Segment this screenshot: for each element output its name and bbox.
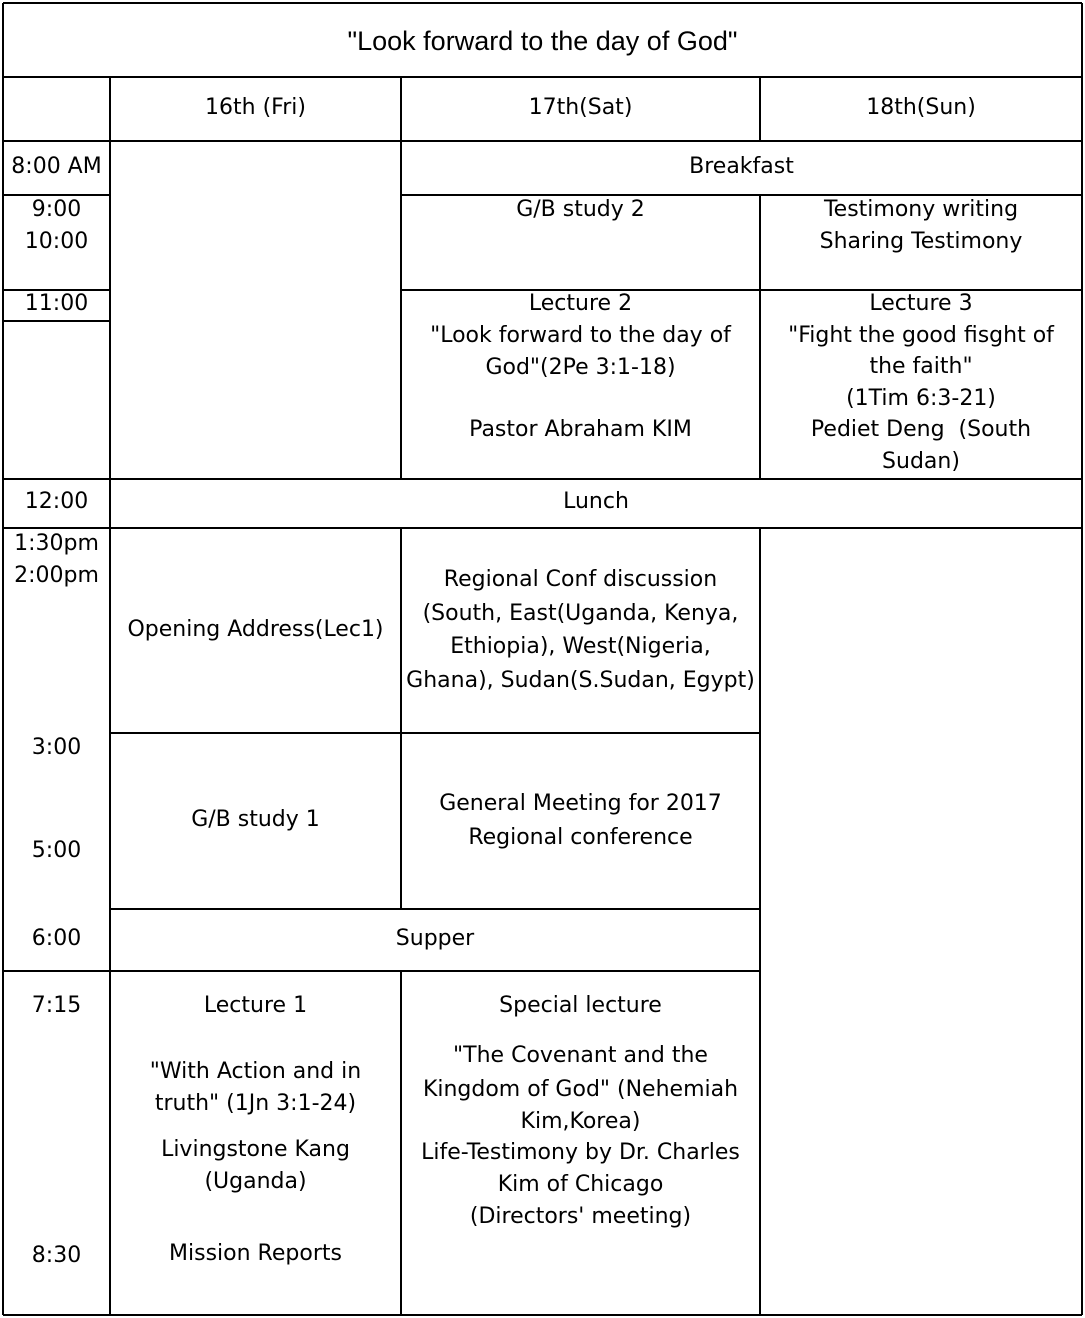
event-lecture-3 (760, 288, 1082, 477)
time-9: 9:00 (31, 197, 82, 222)
event-lecture-2 (401, 288, 760, 446)
event-testimony (760, 194, 1082, 258)
event-gb-study-1: G/B study 1 (191, 807, 320, 832)
lecture3-line: Pediet Deng (South (810, 417, 1032, 442)
lecture3-line: Lecture 3 (869, 291, 973, 316)
testimony-line: Sharing Testimony (819, 229, 1023, 254)
regional-line: Ghana), Sudan(S.Sudan, Egypt) (406, 667, 755, 693)
lecture3-line: "Fight the good fisght of (788, 322, 1054, 348)
lecture2-line: Pastor Abraham KIM (469, 417, 692, 442)
time-6: 6:00 (31, 926, 82, 951)
lecture3-line: the faith" (869, 354, 973, 379)
event-breakfast: Breakfast (689, 154, 794, 179)
special-line: Kingdom of God" (Nehemiah (422, 1076, 739, 1102)
lecture2-line: God"(2Pe 3:1-18) (485, 355, 676, 380)
lecture2-line: Lecture 2 (528, 291, 633, 316)
time-12: 12:00 (24, 489, 89, 514)
day-header-fri: 16th (Fri) (205, 95, 306, 120)
time-9-10 (3, 194, 110, 258)
time-3: 3:00 (31, 735, 82, 760)
special-line: (Directors' meeting) (469, 1204, 692, 1229)
regional-line: Regional Conf discussion (443, 567, 718, 592)
event-general-meeting (401, 787, 760, 855)
lecture1-line: "With Action and in (149, 1059, 362, 1084)
lecture1-line: Lecture 1 (203, 993, 308, 1018)
special-line: Kim,Korea) (520, 1109, 641, 1134)
special-line: Kim of Chicago (497, 1172, 664, 1197)
event-lecture-1 (110, 990, 401, 1270)
time-11: 11:00 (24, 291, 89, 316)
day-header-sun: 18th(Sun) (866, 95, 976, 120)
time-130-200 (3, 528, 110, 592)
lecture1-line: truth" (1Jn 3:1-24) (154, 1091, 357, 1116)
event-opening-address: Opening Address(Lec1) (127, 617, 384, 642)
regional-line: Ethiopia), West(Nigeria, (450, 634, 711, 659)
lecture1-line: (Uganda) (204, 1169, 307, 1194)
day-header-sat: 17th(Sat) (528, 95, 633, 120)
time-830: 8:30 (31, 1243, 82, 1268)
time-130pm: 1:30pm (14, 531, 99, 556)
time-200pm: 2:00pm (14, 563, 99, 588)
lecture1-line: Mission Reports (169, 1241, 342, 1266)
event-regional-discussion (401, 563, 760, 697)
regional-line: (South, East(Uganda, Kenya, (422, 600, 739, 626)
event-lunch: Lunch (563, 489, 629, 514)
lecture1-line: Livingstone Kang (161, 1137, 350, 1162)
time-10: 10:00 (24, 229, 89, 254)
special-line: "The Covenant and the (453, 1043, 708, 1068)
special-line: Special lecture (499, 993, 662, 1018)
lecture3-line: Sudan) (882, 448, 960, 474)
special-line: Life-Testimony by Dr. Charles (421, 1140, 740, 1165)
lecture2-line: "Look forward to the day of (430, 323, 731, 348)
testimony-line: Testimony writing (823, 197, 1019, 222)
time-5: 5:00 (31, 838, 82, 863)
event-supper: Supper (395, 926, 475, 951)
time-715: 7:15 (31, 993, 82, 1018)
event-special-lecture (401, 990, 760, 1233)
general-meeting-line: Regional conference (468, 825, 693, 850)
time-8am: 8:00 AM (11, 154, 102, 179)
event-gb-study-2: G/B study 2 (516, 197, 645, 222)
general-meeting-line: General Meeting for 2017 (439, 791, 722, 816)
lecture3-line: (1Tim 6:3-21) (846, 385, 996, 411)
page-title: "Look forward to the day of God" (347, 26, 738, 56)
